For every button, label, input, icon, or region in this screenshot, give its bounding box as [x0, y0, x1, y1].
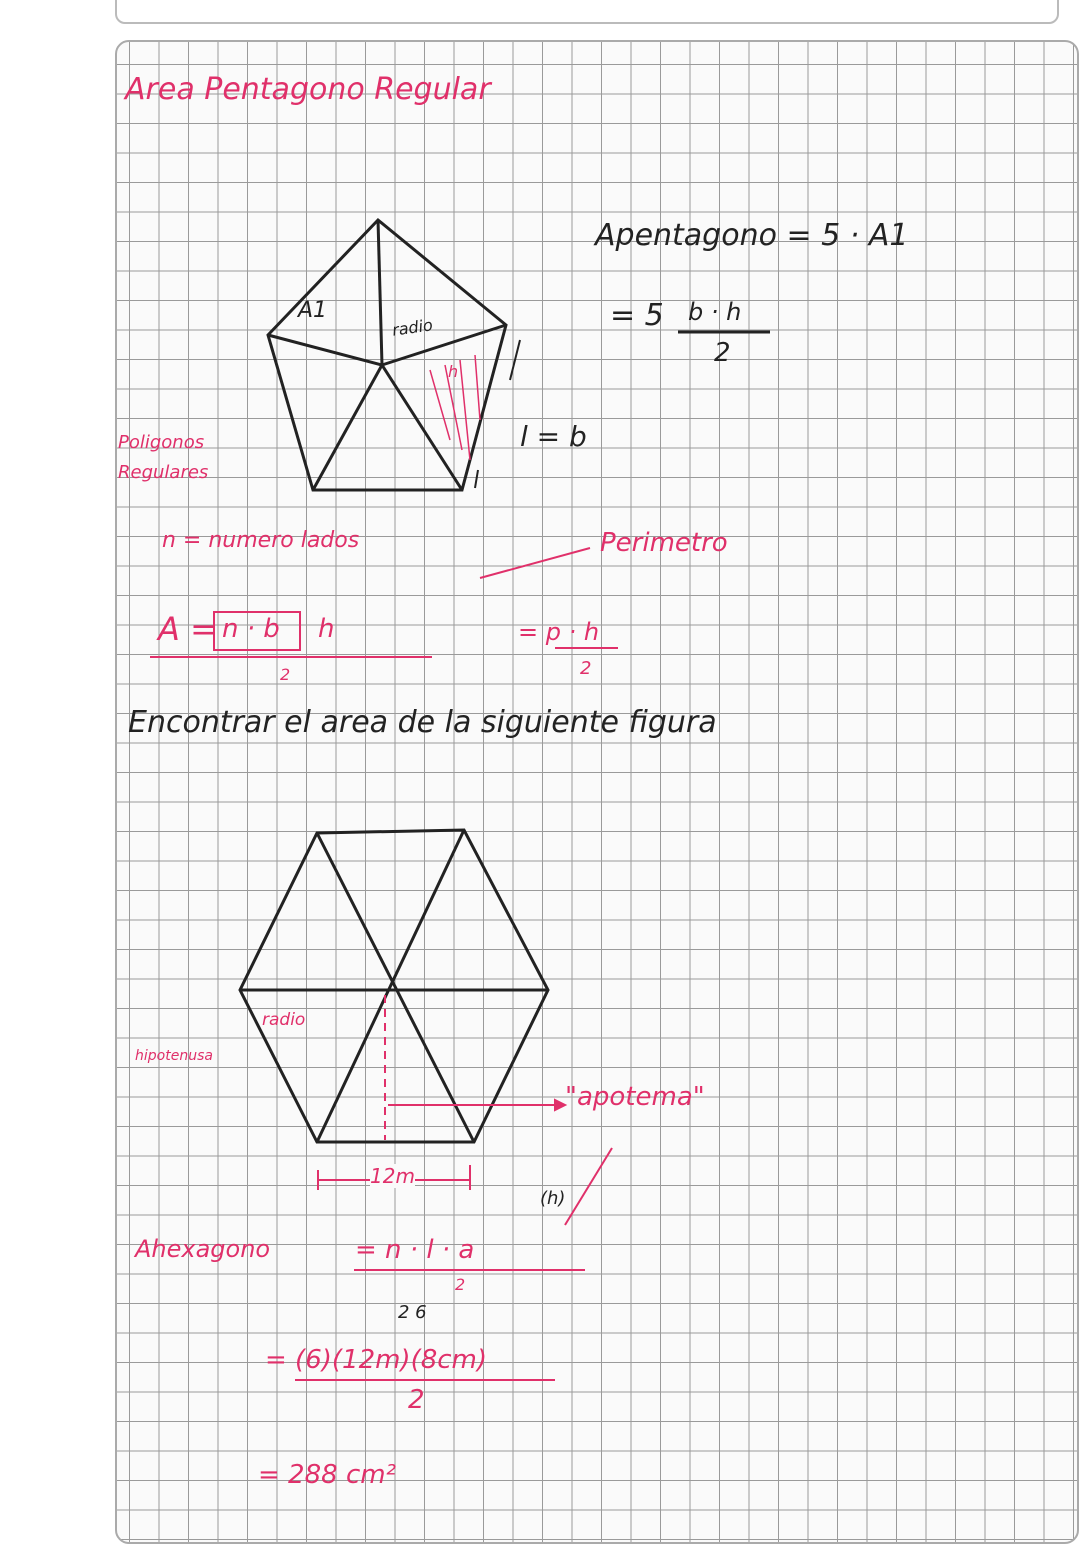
apotema-label: "apotema"	[565, 1082, 705, 1112]
general-formula-h: h	[318, 614, 335, 644]
hex-label-radio: radio	[262, 1010, 306, 1030]
hexagon-figure	[240, 830, 548, 1142]
page-title: Area Pentagono Regular	[125, 72, 491, 107]
n-definition: n = numero lados	[162, 528, 360, 553]
hex-label-hipotenusa: hipotenusa	[135, 1048, 213, 1064]
label-a1: A1	[298, 298, 328, 323]
general-formula-rhs: = p · h	[518, 618, 600, 646]
formula-numerator: b · h	[688, 298, 742, 326]
general-formula-boxed: n · b	[222, 614, 280, 644]
solution-result: = 288 cm²	[258, 1460, 396, 1490]
perimetro-label: Perimetro	[600, 528, 728, 558]
solution-lhs: Ahexagono	[135, 1235, 271, 1263]
pentagon-figure	[268, 220, 506, 490]
prompt-text: Encontrar el area de la siguiente figura	[128, 705, 717, 740]
formula-denominator: 2	[714, 338, 731, 368]
solution-den2: 2	[408, 1385, 425, 1415]
solution-den: 2	[455, 1275, 466, 1294]
hex-side-length: 12m	[370, 1164, 415, 1188]
solution-annotation: 2 6	[398, 1302, 427, 1323]
general-formula-lhs: A =	[158, 610, 217, 648]
label-h: h	[448, 362, 459, 381]
formula-prefix: = 5	[610, 298, 664, 333]
side-note-line1: Poligonos	[118, 432, 205, 453]
pentagon-area-formula: Apentagono = 5 · A1	[595, 218, 909, 253]
solution-formula: = n · l · a	[355, 1235, 475, 1265]
general-formula-rhs-den: 2	[580, 658, 592, 679]
side-note-line2: Regulares	[118, 462, 209, 483]
h-label: (h)	[540, 1188, 566, 1209]
general-formula-den: 2	[280, 665, 291, 684]
label-side: l = b	[520, 420, 587, 453]
solution-substitution: = (6)(12m)(8cm)	[265, 1345, 488, 1375]
label-radio: radio	[390, 315, 434, 340]
